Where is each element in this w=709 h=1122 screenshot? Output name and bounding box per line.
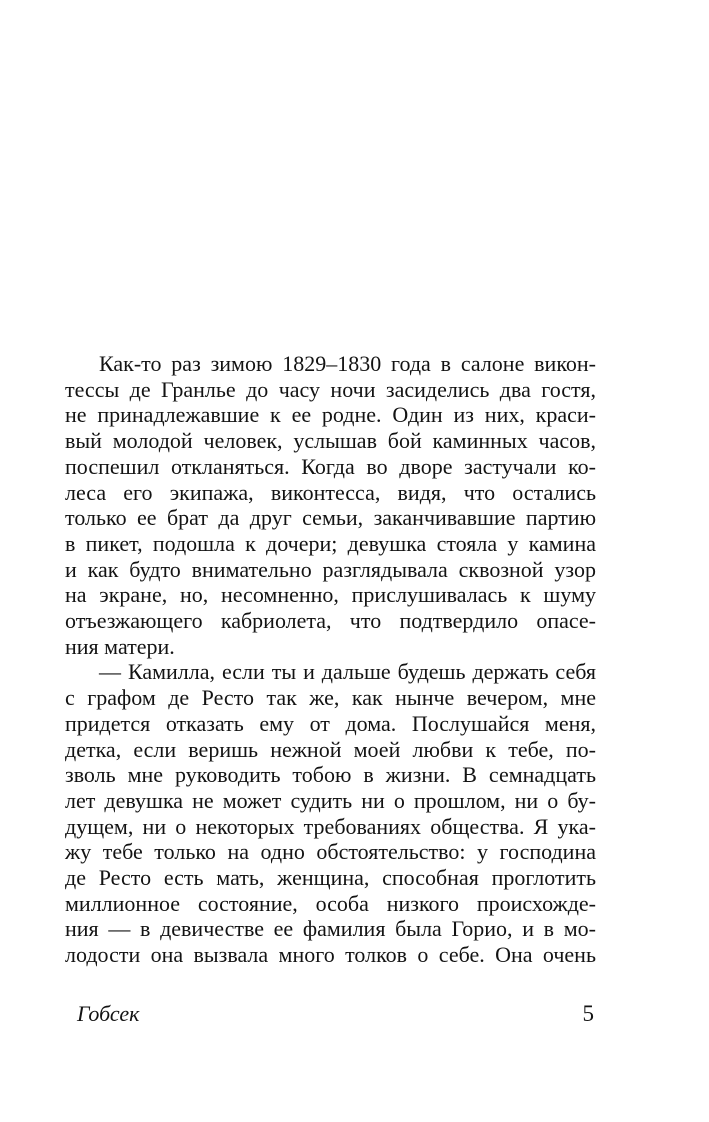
text-line: отъезжающего кабриолета, что подтвердило опасе- (65, 608, 596, 634)
text-line: лет девушка не может судить ни о прошлом, ни о бу- (65, 787, 596, 813)
running-title: Гобсек (77, 1001, 140, 1026)
text-line: с графом де Ресто так же, как нынче вечером, мне (65, 685, 596, 711)
page-number: 5 (582, 1001, 594, 1026)
page-footer (65, 1001, 596, 1027)
text-line: поспешил откланяться. Когда во дворе застучали ко- (65, 453, 596, 479)
paragraph (65, 659, 596, 967)
text-line: леса его экипажа, виконтесса, видя, что остались (65, 479, 596, 505)
text-line: не принадлежавшие к ее родне. Один из них, краси- (65, 402, 596, 428)
text-line: Как-то раз зимою 1829–1830 года в салоне викон- (99, 351, 596, 376)
text-line: вый молодой человек, услышав бой каминных часов, (65, 428, 596, 454)
text-line: детка, если веришь нежной моей любви к тебе, по- (65, 736, 596, 762)
text-line: миллионное состояние, особа низкого происхожде- (65, 890, 596, 916)
body-text (65, 351, 596, 968)
text-line: зволь мне руководить тобою в жизни. В семнадцать (65, 762, 596, 788)
text-line: придется отказать ему от дома. Послушайся меня, (65, 710, 596, 736)
text-line: на экране, но, несомненно, прислушивалась к шуму (65, 582, 596, 608)
text-line: де Ресто есть мать, женщина, способная проглотить (65, 865, 596, 891)
text-line: в пикет, подошла к дочери; девушка стояла у камина (65, 530, 596, 556)
text-line: и как будто внимательно разглядывала сквозной узор (65, 556, 596, 582)
text-line: ния матери. (65, 633, 175, 659)
text-line: — Камилла, если ты и дальше будешь держать себя (99, 659, 596, 685)
text-line: дущем, ни о некоторых требованиях общества. Я ука- (65, 813, 596, 839)
text-line: ния — в девичестве ее фамилия была Горио, и в мо- (65, 916, 596, 942)
text-line: тессы де Гранлье до часу ночи засиделись два гостя, (65, 376, 596, 402)
text-line: лодости она вызвала много толков о себе. Она очень (65, 942, 596, 968)
text-line: только ее брат да друг семьи, заканчивавшие партию (65, 505, 596, 531)
text-line: жу тебе только на одно обстоятельство: у господина (65, 839, 596, 865)
paragraph (65, 351, 596, 659)
